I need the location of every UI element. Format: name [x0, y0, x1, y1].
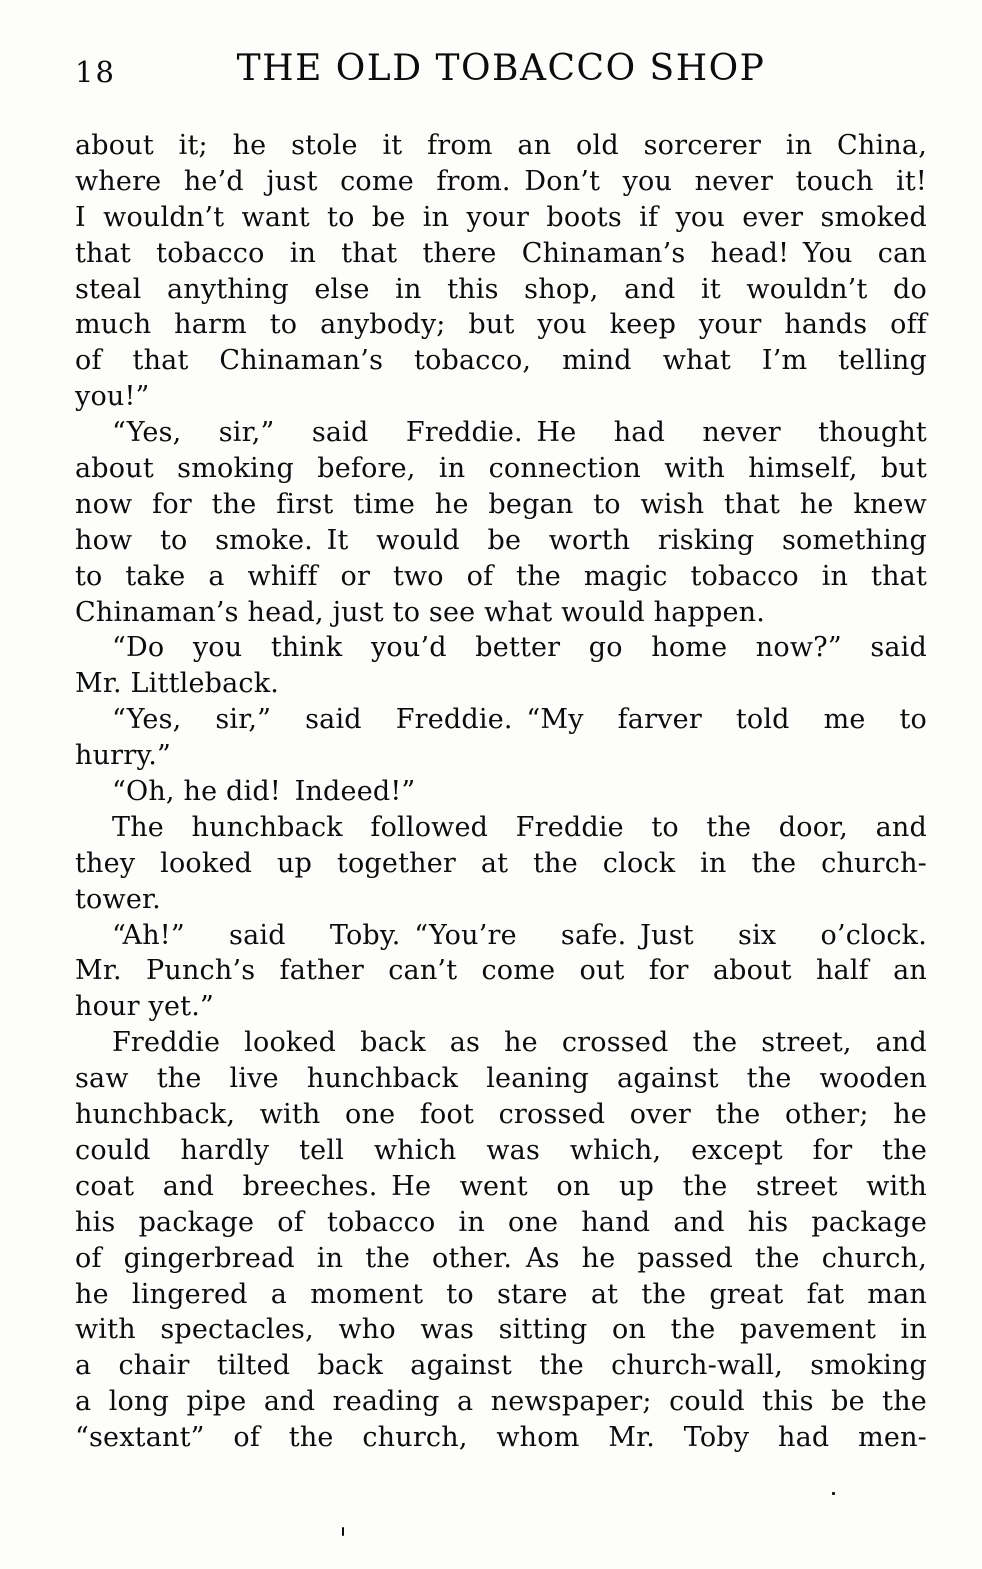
text-line: hunchback, with one foot crossed over the other; he [75, 1099, 927, 1131]
text-line: coat and breeches. He went on up the street with [75, 1170, 927, 1202]
text-line: a long pipe and reading a newspaper; could this be the [75, 1386, 927, 1418]
text-line: “Yes, sir,” said Freddie. He had never thought [112, 417, 927, 449]
text-line: “Do you think you’d better go home now?” said [112, 632, 927, 664]
text-line: I wouldn’t want to be in your boots if you ever smoked [75, 201, 927, 233]
text-line: now for the first time he began to wish that he knew [75, 488, 927, 520]
text-line: “Ah!” said Toby. “You’re safe. Just six o’clock. [112, 919, 927, 951]
text-line: Chinaman’s head, just to see what would happen. [75, 596, 766, 628]
text-line: a chair tilted back against the church-wall, smoking [75, 1350, 927, 1382]
scan-artifact-dot [832, 1492, 835, 1495]
text-line: where he’d just come from. Don’t you never touch it! [75, 165, 927, 197]
text-line: how to smoke. It would be worth risking something [75, 524, 927, 556]
text-line: saw the live hunchback leaning against the wooden [75, 1063, 927, 1095]
text-line: about it; he stole it from an old sorcerer in China, [75, 130, 927, 161]
text-line: hurry.” [75, 740, 172, 772]
text-line: he lingered a moment to stare at the great fat man [75, 1278, 927, 1310]
text-line: “Oh, he did! Indeed!” [112, 776, 416, 808]
text-line: Mr. Littleback. [75, 668, 280, 700]
text-line: could hardly tell which was which, except for the [75, 1134, 927, 1166]
page-header [75, 46, 927, 92]
text-line: Freddie looked back as he crossed the street, and [112, 1027, 927, 1059]
text-line: tower. [75, 883, 161, 915]
scan-artifact-tick [342, 1527, 344, 1536]
text-line: “Yes, sir,” said Freddie. “My farver told me to [112, 704, 927, 736]
page-number: 18 [75, 55, 116, 89]
text-line: Mr. Punch’s father can’t come out for about half an [75, 955, 927, 987]
running-title: THE OLD TOBACCO SHOP [236, 48, 766, 89]
text-line: The hunchback followed Freddie to the door, and [112, 811, 927, 843]
text-line: “sextant” of the church, whom Mr. Toby had men- [75, 1422, 927, 1454]
text-line: hour yet.” [75, 991, 214, 1023]
text-line: much harm to anybody; but you keep your hands off [75, 309, 927, 341]
text-line: of that Chinaman’s tobacco, mind what I’m telling [75, 345, 927, 377]
text-line: to take a whiff or two of the magic tobacco in that [75, 560, 927, 592]
text-line: his package of tobacco in one hand and his package [75, 1206, 927, 1238]
text-line: steal anything else in this shop, and it wouldn’t do [75, 273, 927, 305]
text-line: they looked up together at the clock in the church- [75, 847, 927, 879]
text-line: about smoking before, in connection with himself, but [75, 453, 927, 485]
text-line: of gingerbread in the other. As he passed the church, [75, 1242, 927, 1274]
page-text [75, 128, 927, 1456]
text-line: that tobacco in that there Chinaman’s head! You can [75, 237, 927, 269]
text-line: with spectacles, who was sitting on the pavement in [75, 1314, 927, 1346]
text-line: you!” [75, 381, 150, 413]
